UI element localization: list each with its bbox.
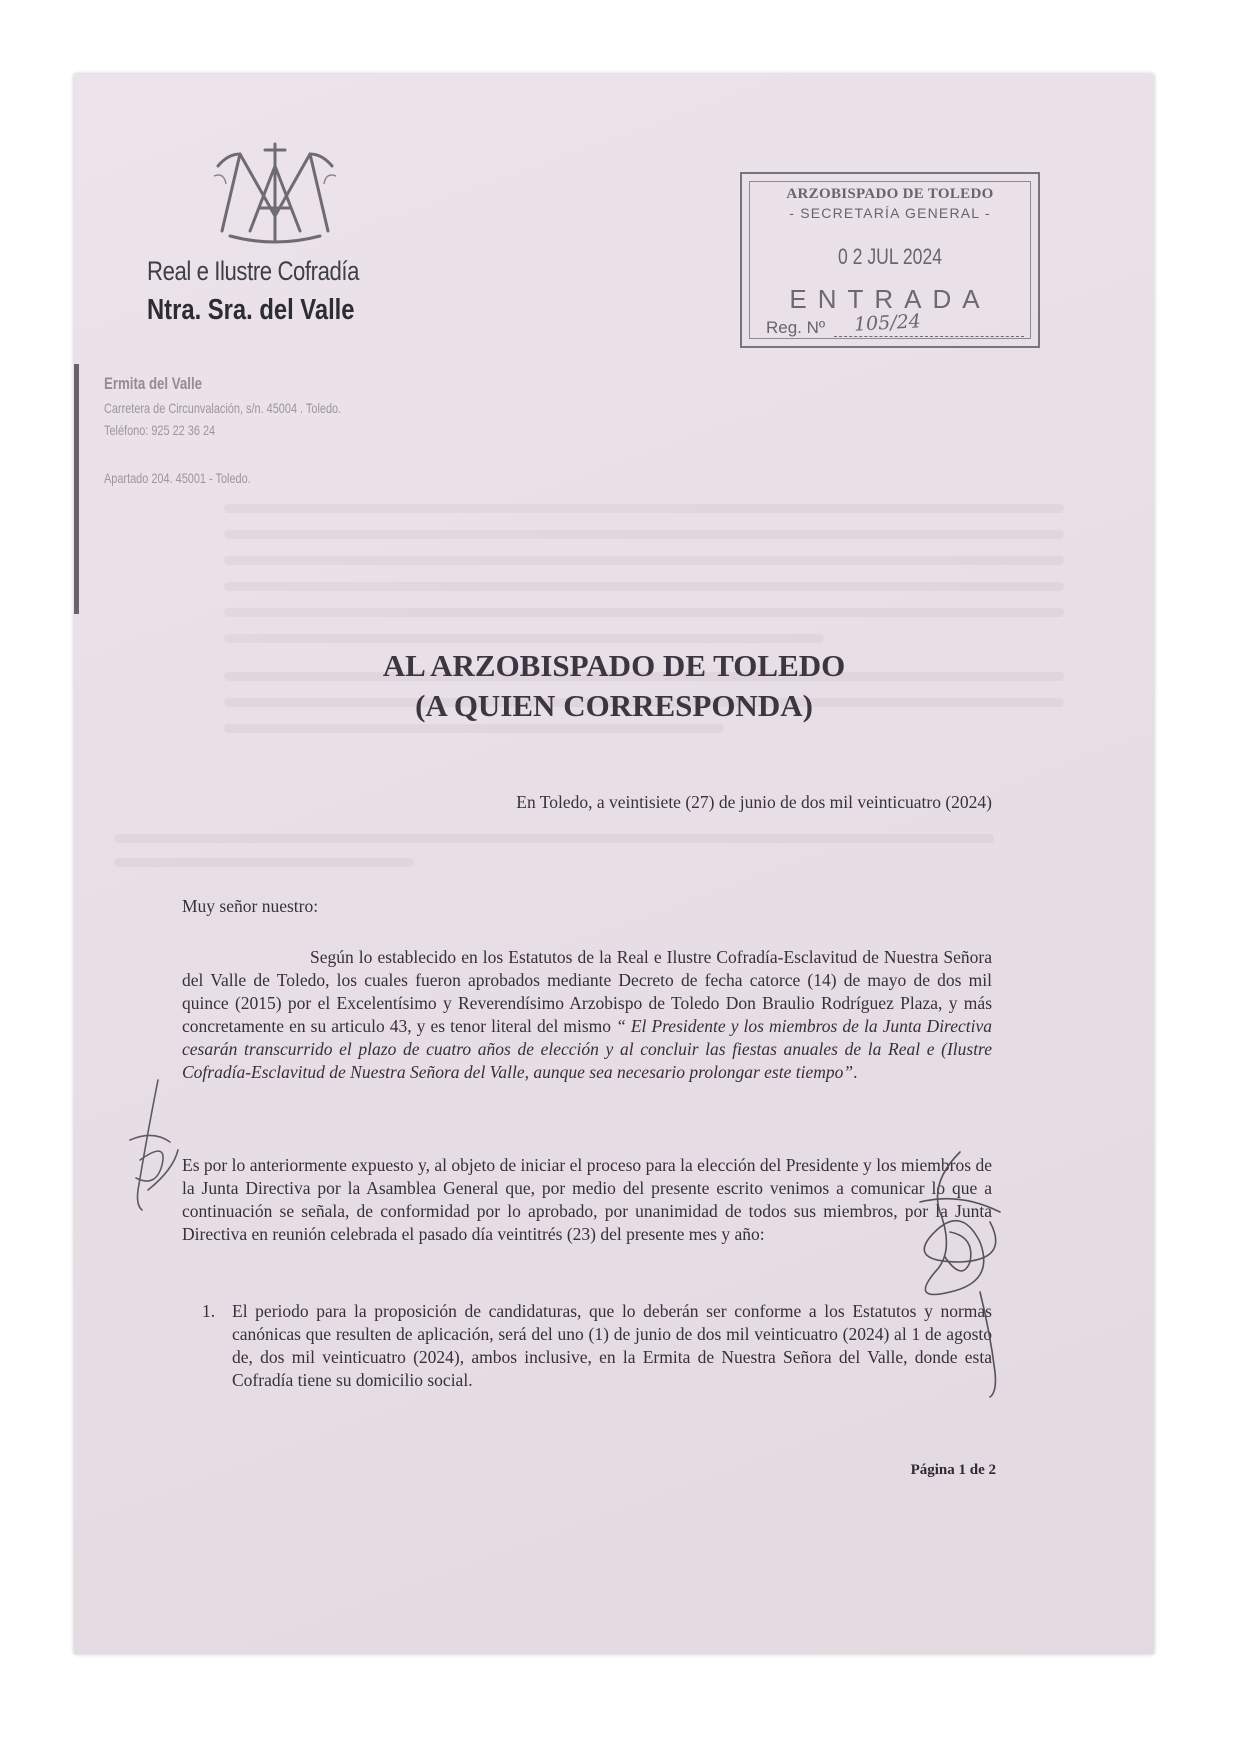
letter-recipient-subtitle: (A QUIEN CORRESPONDA) bbox=[415, 688, 813, 723]
letterhead-phone: Teléfono: 925 22 36 24 bbox=[104, 422, 216, 438]
stamp-authority: ARZOBISPADO DE TOLEDO bbox=[786, 186, 994, 202]
cofradia-monogram-logo bbox=[210, 136, 340, 246]
show-through-line bbox=[114, 834, 994, 843]
show-through-line bbox=[224, 634, 824, 643]
margin-signature bbox=[900, 1142, 1020, 1402]
list-item bbox=[202, 1300, 992, 1392]
show-through-line bbox=[114, 858, 414, 867]
show-through-line bbox=[224, 582, 1064, 591]
letterhead-organization-line1: Real e Ilustre Cofradía bbox=[147, 256, 360, 286]
stamp-date: 0 2 JUL 2024 bbox=[837, 244, 943, 269]
show-through-line bbox=[224, 530, 1064, 539]
list-item-number: 1. bbox=[202, 1301, 216, 1321]
list-item-text: El periodo para la proposición de candidaturas, que lo deberán ser conforme a los Estatutos y normas canónicas que resulten de aplicación, será del uno (1) de junio de dos mil veinticuatro (2024) al 1 de agosto de, dos mil veinticuatro (2024), ambos inclusive, en la Ermita de Nuestra Señora del Valle, donde esta Cofradía tiene su domicilio social. bbox=[232, 1301, 992, 1390]
paragraph-1-text: Según lo establecido en los Estatutos de la Real e Ilustre Cofradía-Esclavitud de Nuestra Señora del Valle de Toledo, los cuales fueron aprobados mediante Decreto de fecha catorce (14) de mayo de dos mil quince (2015) por el Excelentísimo y Reverendísimo Arzobispo de Toledo Don Braulio Rodríguez Plaza, y más concretamente en su articulo 43, y es tenor literal del mismo bbox=[182, 947, 992, 1036]
body-paragraph-1 bbox=[182, 946, 992, 1084]
stamp-department: - SECRETARÍA GENERAL - bbox=[789, 205, 991, 221]
statute-article-quote: “ El Presidente y los miembros de la Junta Directiva cesarán transcurrido el plazo de cuatro años de elección y al concluir las fiestas anuales de la Real e (Ilustre Cofradía-Esclavitud de Nuestra Señora del Valle, aunque sea necesario prolongar este tiempo” bbox=[182, 1016, 992, 1082]
letterhead-address-name: Ermita del Valle bbox=[104, 374, 203, 393]
registry-entry-stamp bbox=[740, 172, 1040, 348]
letterhead-organization-line2: Ntra. Sra. del Valle bbox=[147, 294, 355, 326]
show-through-line bbox=[224, 504, 1064, 513]
margin-initials-signature bbox=[118, 1070, 188, 1220]
page-number: Página 1 de 2 bbox=[910, 1462, 996, 1478]
stamp-registry-label: Reg. Nº bbox=[766, 318, 826, 337]
letter-recipient-title: AL ARZOBISPADO DE TOLEDO bbox=[382, 648, 846, 683]
page-fold-shadow bbox=[74, 364, 79, 614]
letterhead-po-box: Apartado 204. 45001 - Toledo. bbox=[104, 470, 251, 486]
letterhead-address-street: Carretera de Circunvalación, s/n. 45004 . Toledo. bbox=[104, 400, 342, 416]
show-through-line bbox=[224, 724, 724, 733]
letter-place-date: En Toledo, a veintisiete (27) de junio de dos mil veinticuatro (2024) bbox=[516, 792, 992, 812]
paragraph-1-end: . bbox=[853, 1062, 858, 1082]
stamp-entry-label: ENTRADA bbox=[789, 284, 991, 314]
stamp-registry-number: 105/24 bbox=[853, 310, 922, 336]
letter-page bbox=[74, 74, 1154, 1654]
show-through-line bbox=[224, 556, 1064, 565]
letter-salutation: Muy señor nuestro: bbox=[182, 896, 319, 916]
stamp-registry-line bbox=[834, 336, 1024, 337]
show-through-line bbox=[224, 608, 1064, 617]
body-paragraph-2: Es por lo anteriormente expuesto y, al objeto de iniciar el proceso para la elección del Presidente y los miembros de la Junta Directiva por la Asamblea General que, por medio del presente escrito venimos a comunicar lo que a continuación se señala, de conformidad por lo aprobado, por unanimidad de todos sus miembros, por la Junta Directiva en reunión celebrada el pasado día veintitrés (23) del presente mes y año: bbox=[182, 1155, 992, 1244]
